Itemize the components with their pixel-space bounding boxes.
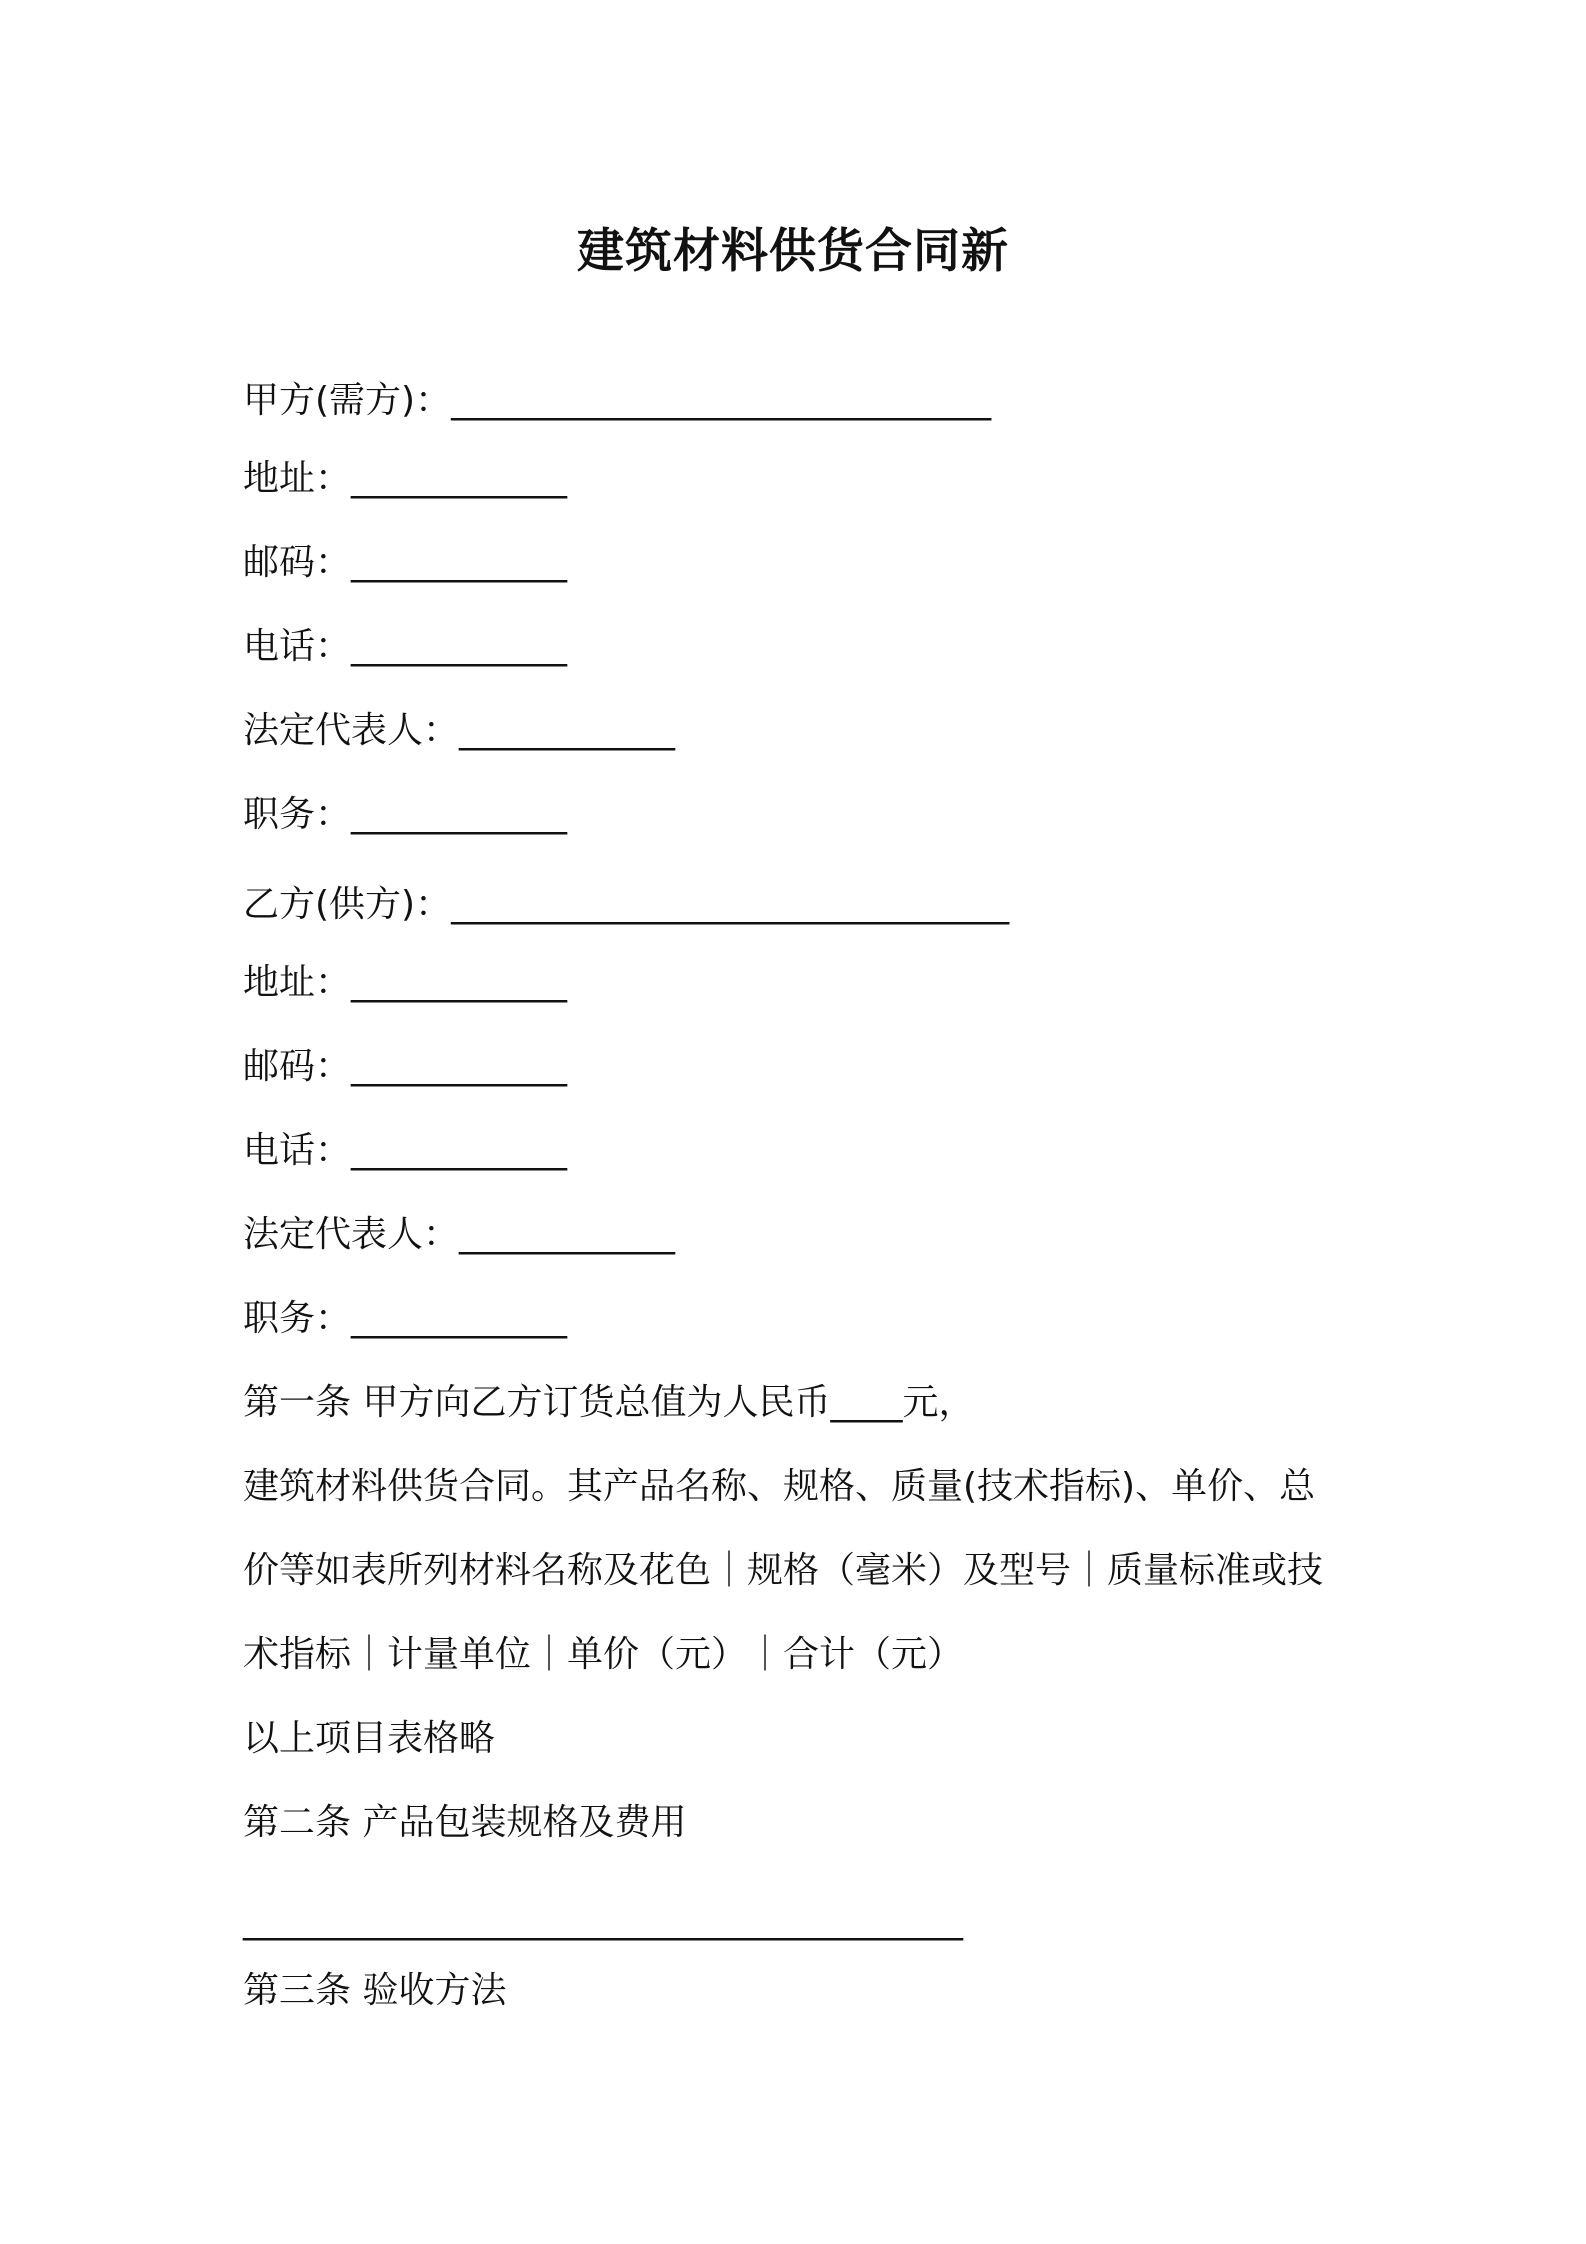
party-b-name-line: 乙方(供方)：_______________________________ xyxy=(243,884,1010,925)
party-b-legal-rep-line: 法定代表人：____________ xyxy=(243,1214,676,1255)
party-a-address-line: 地址：____________ xyxy=(243,458,568,499)
article-2-blank-line: ________________________________________ xyxy=(243,1900,963,1941)
party-b-postcode-line: 邮码：____________ xyxy=(243,1046,568,1087)
table-omitted-note: 以上项目表格略 xyxy=(243,1718,496,1759)
article-2-line: 第二条 产品包装规格及费用 xyxy=(243,1802,687,1843)
party-a-legal-rep-line: 法定代表人：____________ xyxy=(243,710,676,751)
party-a-phone-line: 电话：____________ xyxy=(243,626,568,667)
party-a-postcode-line: 邮码：____________ xyxy=(243,542,568,583)
party-a-name-line: 甲方(需方)：______________________________ xyxy=(243,380,992,421)
article-1-body-line-3: 术指标｜计量单位｜单价（元）｜合计（元） xyxy=(243,1634,964,1675)
article-3-line: 第三条 验收方法 xyxy=(243,1970,507,2011)
article-1-body-line-1: 建筑材料供货合同。其产品名称、规格、质量(技术指标)、单价、总 xyxy=(243,1466,1316,1507)
article-1-line: 第一条 甲方向乙方订货总值为人民币____元， xyxy=(243,1382,975,1423)
party-a-position-line: 职务：____________ xyxy=(243,794,568,835)
document-title: 建筑材料供货合同新 xyxy=(577,224,1009,279)
article-1-body-line-2: 价等如表所列材料名称及花色｜规格（毫米）及型号｜质量标准或技 xyxy=(243,1550,1324,1591)
party-b-address-line: 地址：____________ xyxy=(243,962,568,1003)
party-b-position-line: 职务：____________ xyxy=(243,1298,568,1339)
party-b-phone-line: 电话：____________ xyxy=(243,1130,568,1171)
